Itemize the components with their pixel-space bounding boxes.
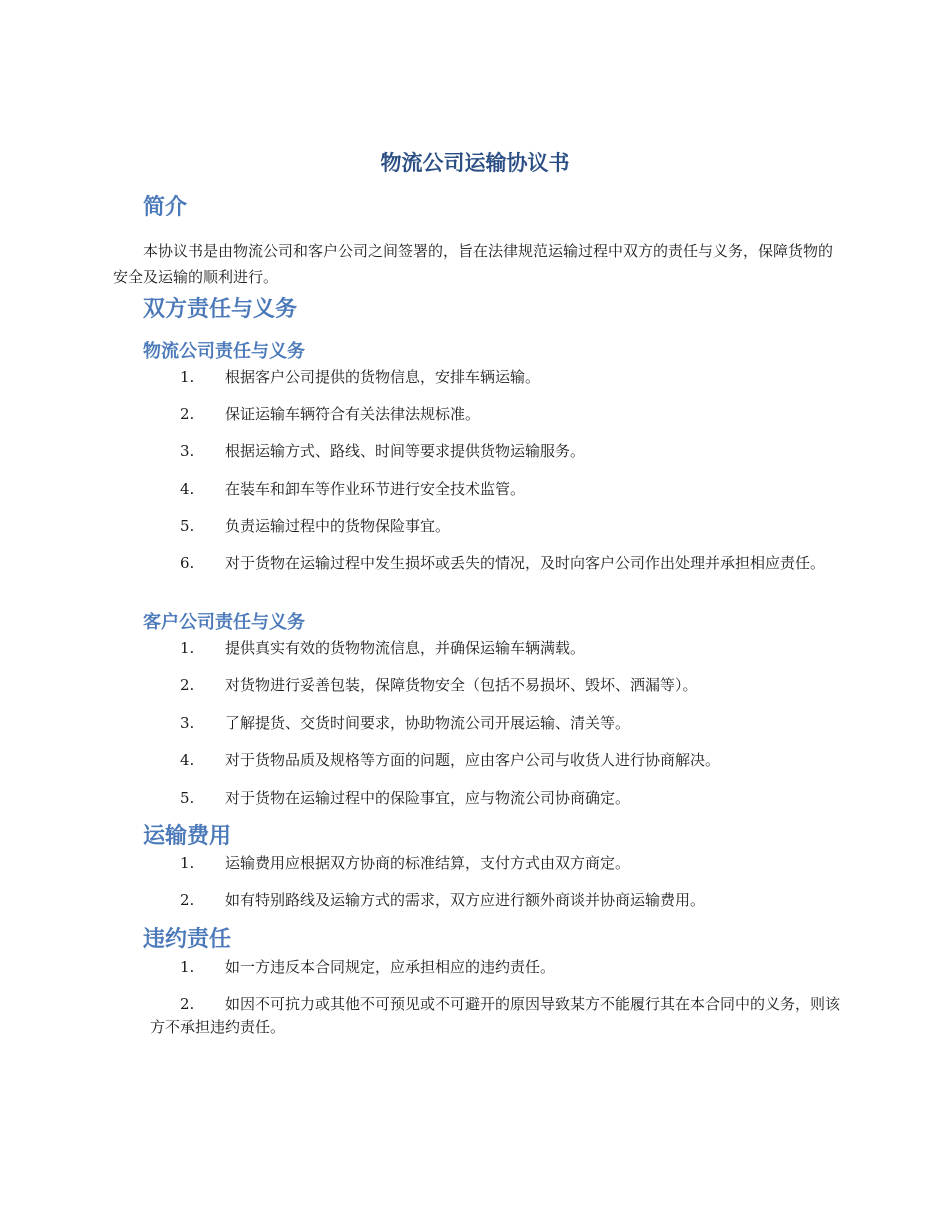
list-text: 如一方违反本合同规定，应承担相应的违约责任。 [225, 958, 556, 976]
section-heading-responsibilities: 双方责任与义务 [143, 297, 298, 322]
list-item [150, 674, 840, 697]
list-item [150, 852, 840, 875]
list-number: 3. [180, 714, 195, 732]
subsection-heading-client: 客户公司责任与义务 [143, 612, 305, 633]
list-text: 根据客户公司提供的货物信息，安排车辆运输。 [225, 368, 541, 386]
intro-paragraph: 本协议书是由物流公司和客户公司之间签署的，旨在法律规范运输过程中双方的责任与义务，保障货物的安全及运输的顺利进行。 [113, 242, 834, 286]
document-title: 物流公司运输协议书 [380, 151, 570, 175]
list-text: 如有特别路线及运输方式的需求，双方应进行额外商谈并协商运输费用。 [225, 891, 706, 909]
list-number: 2. [180, 405, 195, 423]
list-text: 根据运输方式、路线、时间等要求提供货物运输服务。 [225, 442, 586, 460]
list-item [150, 515, 840, 538]
list-number: 1. [180, 368, 195, 386]
list-number: 3. [180, 442, 195, 460]
list-number: 1. [180, 854, 195, 872]
list-item [150, 637, 840, 660]
list-text: 对于货物在运输过程中的保险事宜，应与物流公司协商确定。 [225, 789, 631, 807]
list-item [150, 993, 840, 1039]
subsection-heading-logistics: 物流公司责任与义务 [143, 341, 305, 362]
list-number: 1. [180, 958, 195, 976]
list-number: 1. [180, 639, 195, 657]
section-heading-fees: 运输费用 [143, 824, 232, 849]
list-item [150, 956, 840, 979]
list-item [150, 403, 840, 426]
list-number: 4. [180, 480, 195, 498]
list-text: 负责运输过程中的货物保险事宜。 [225, 517, 451, 535]
list-text: 保证运输车辆符合有关法律法规标准。 [225, 405, 481, 423]
list-item [150, 712, 840, 735]
list-text: 对于货物在运输过程中发生损坏或丢失的情况，及时向客户公司作出处理并承担相应责任。 [225, 554, 826, 572]
list-number: 6. [180, 554, 195, 572]
list-item [150, 889, 840, 912]
list-text: 运输费用应根据双方协商的标准结算，支付方式由双方商定。 [225, 854, 631, 872]
list-number: 4. [180, 751, 195, 769]
section-heading-intro: 简介 [143, 195, 188, 220]
section-heading-breach: 违约责任 [143, 927, 232, 952]
list-number: 5. [180, 789, 195, 807]
list-item [150, 366, 840, 389]
list-number: 2. [180, 995, 195, 1013]
list-text: 对货物进行妥善包装，保障货物安全（包括不易损坏、毁坏、洒漏等）。 [225, 676, 698, 694]
list-number: 2. [180, 891, 195, 909]
list-text: 在装车和卸车等作业环节进行安全技术监管。 [225, 480, 526, 498]
list-text: 提供真实有效的货物物流信息，并确保运输车辆满载。 [225, 639, 586, 657]
list-number: 2. [180, 676, 195, 694]
list-text: 对于货物品质及规格等方面的问题，应由客户公司与收货人进行协商解决。 [225, 751, 721, 769]
list-item [150, 787, 840, 810]
list-item [150, 749, 840, 772]
list-item [150, 478, 840, 501]
list-item [150, 440, 840, 463]
list-item [150, 552, 840, 575]
list-number: 5. [180, 517, 195, 535]
list-text: 了解提货、交货时间要求，协助物流公司开展运输、清关等。 [225, 714, 631, 732]
list-text: 如因不可抗力或其他不可预见或不可避开的原因导致某方不能履行其在本合同中的义务，则该方不承担违约责任。 [150, 995, 841, 1036]
